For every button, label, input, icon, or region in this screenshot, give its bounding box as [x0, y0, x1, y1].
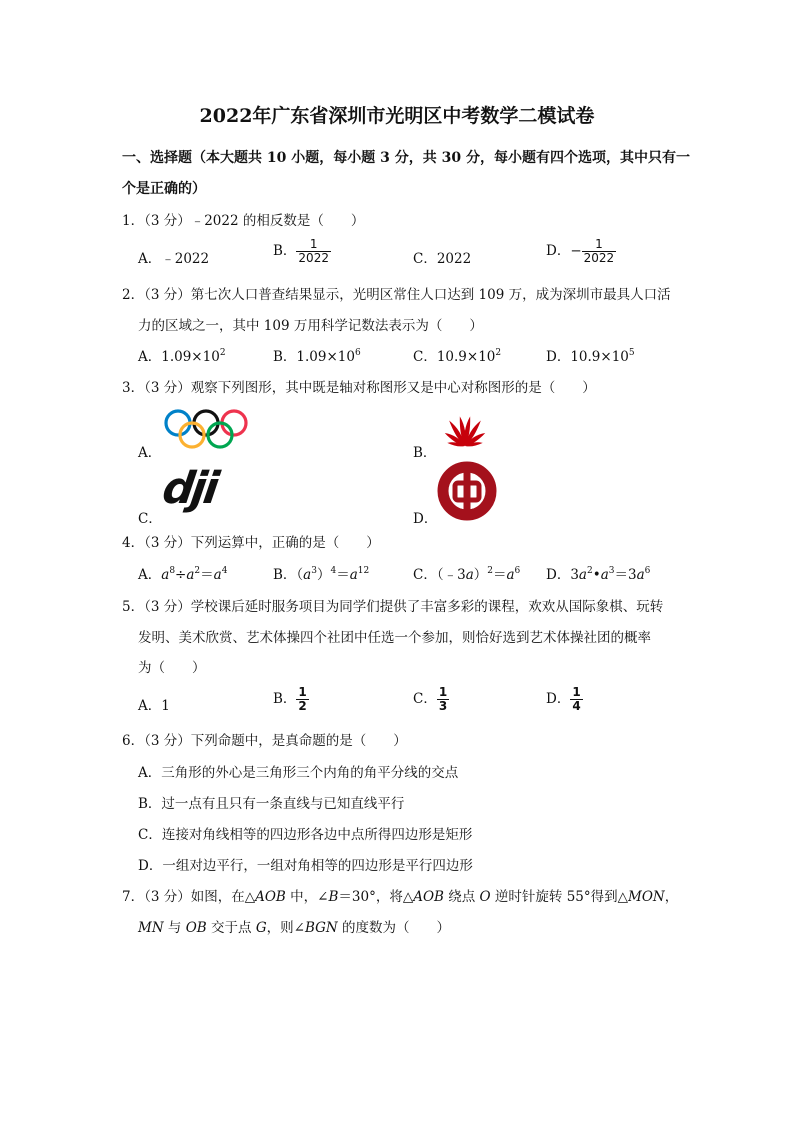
- question-3-stem: 3．（3 分）观察下列图形，其中既是轴对称图形又是中心对称图形的是（ ）: [122, 380, 596, 396]
- olympic-rings-icon: [163, 408, 249, 450]
- question-7-line2: MN 与 OB 交于点 G，则∠BGN 的度数为（ ）: [138, 920, 451, 936]
- q4-option-c: C．$(﹣3a)^2=a^6$: [413, 566, 521, 583]
- question-1-stem: 1．（3 分）﹣2022 的相反数是（ ）: [122, 213, 365, 229]
- q4-option-a: A．$a^8\div a^2=a^4$: [138, 566, 228, 583]
- q1-option-b: B． $\frac{1}{2022}$: [273, 237, 329, 265]
- question-2-line1: 2．（3 分）第七次人口普查结果显示，光明区常住人口达到 109 万，成为深圳市最具人口活: [122, 287, 671, 303]
- section-header-line2: 个是正确的）: [122, 181, 206, 197]
- q2-option-b: B．$1.09\times 10^6$: [273, 348, 361, 365]
- dji-logo-icon: dji: [159, 463, 220, 514]
- q5-option-a: A．1: [138, 698, 170, 714]
- section-header-line1: 一、选择题（本大题共 10 小题，每小题 3 分，共 30 分，每小题有四个选项，其中只有一: [122, 150, 690, 166]
- question-6-stem: 6．（3 分）下列命题中，是真命题的是（ ）: [122, 733, 407, 749]
- page-title: 2022年广东省深圳市光明区中考数学二模试卷: [199, 105, 595, 127]
- q4-option-b: B．$(a^3)^4=a^{12}$: [273, 566, 370, 583]
- q5-option-d: D． $\frac{1}{4}$: [546, 685, 581, 713]
- q6-option-d: D．一组对边平行，一组对角相等的四边形是平行四边形: [138, 858, 473, 874]
- q5-option-c: C． $\frac{1}{3}$: [413, 685, 448, 713]
- question-7-line1: 7．（3 分）如图，在△AOB 中，∠B＝30°，将△AOB 绕点 O 逆时针旋转 55°得到△MON，: [122, 889, 679, 905]
- q6-option-b: B．过一点有且只有一条直线与已知直线平行: [138, 796, 405, 812]
- q1-option-a: A．﹣2022: [138, 251, 210, 267]
- question-5-line2: 发明、美术欣赏、艺术体操四个社团中任选一个参加，则恰好选到艺术体操社团的概率: [138, 630, 651, 646]
- question-5-line3: 为（ ）: [138, 660, 206, 676]
- q6-option-a: A．三角形的外心是三角形三个内角的角平分线的交点: [138, 765, 459, 781]
- q2-option-c: C．$10.9\times 10^2$: [413, 348, 502, 365]
- question-2-line2: 力的区域之一，其中 109 万用科学记数法表示为（ ）: [138, 318, 483, 334]
- q3-option-b-label: B．: [413, 445, 437, 461]
- q3-option-a-label: A．: [138, 445, 162, 461]
- huawei-logo-icon: [440, 410, 490, 448]
- q5-option-b: B． $\frac{1}{2}$: [273, 685, 307, 713]
- q1-option-c: C．2022: [413, 251, 472, 267]
- q6-option-c: C．连接对角线相等的四边形各边中点所得四边形是矩形: [138, 827, 473, 843]
- q1-option-d: D．− $\frac{1}{2022}$: [546, 237, 615, 265]
- q2-option-d: D．$10.9\times 10^5$: [546, 348, 635, 365]
- question-4-stem: 4．（3 分）下列运算中，正确的是（ ）: [122, 535, 380, 551]
- question-5-line1: 5．（3 分）学校课后延时服务项目为同学们提供了丰富多彩的课程，欢欢从国际象棋、玩转: [122, 599, 664, 615]
- q3-option-d-label: D．: [413, 511, 438, 527]
- q2-option-a: A．$1.09\times 10^2$: [138, 348, 226, 365]
- q4-option-d: D．$3a^2•a^3=3a^6$: [546, 566, 651, 583]
- q3-option-c-label: C．: [138, 511, 162, 527]
- bank-of-china-logo-icon: [436, 460, 498, 522]
